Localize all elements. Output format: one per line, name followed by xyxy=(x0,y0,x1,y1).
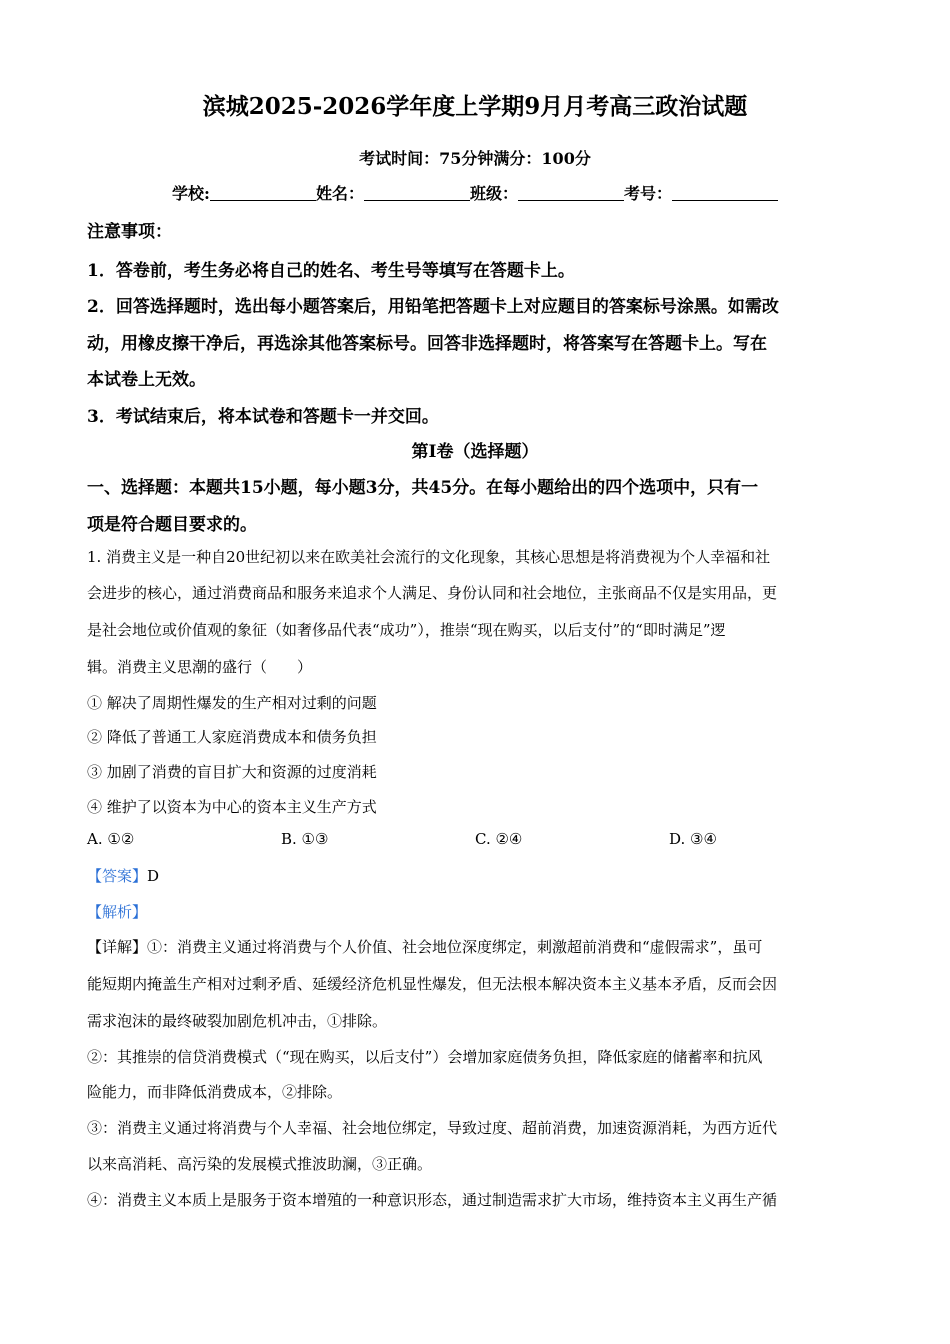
notice-line: 动，用橡皮擦干净后，再选涂其他答案标号。回答非选择题时，将答案写在答题卡上。写在 xyxy=(87,334,767,354)
question-stem: 会进步的核心，通过消费商品和服务来追求个人满足、身份认同和社会地位，主张商品不仅是实用品，更 xyxy=(87,584,778,602)
name-blank xyxy=(364,184,470,201)
answer-value: D xyxy=(147,867,160,885)
explanation-line: ②：其推崇的信贷消费模式（“现在购买，以后支付”）会增加家庭债务负担，降低家庭的储蓄率和抗风 xyxy=(87,1048,763,1066)
statement-item: ④ 维护了以资本为中心的资本主义生产方式 xyxy=(87,798,377,816)
explanation-line: 【详解】①：消费主义通过将消费与个人价值、社会地位深度绑定，刺激超前消费和“虚假需求”，虽可 xyxy=(87,938,763,956)
class-label: 班级： xyxy=(469,184,518,203)
name-label: 姓名： xyxy=(315,184,364,203)
options-row xyxy=(87,830,867,850)
explanation-line: ④：消费主义本质上是服务于资本增殖的一种意识形态，通过制造需求扩大市场，维持资本主义再生产循 xyxy=(87,1191,778,1209)
page-title: 滨城2025-2026学年度上学期9月月考高三政治试题 xyxy=(202,93,748,120)
class-blank xyxy=(518,184,624,201)
statement-item: ① 解决了周期性爆发的生产相对过剩的问题 xyxy=(87,694,377,712)
statement-item: ③ 加剧了消费的盲目扩大和资源的过度消耗 xyxy=(87,763,377,781)
part-heading: 项是符合题目要求的。 xyxy=(87,515,257,535)
option-d: D. ③④ xyxy=(669,830,717,848)
explanation-line: 需求泡沫的最终破裂加剧危机冲击，①排除。 xyxy=(87,1012,388,1030)
explanation-line: ③：消费主义通过将消费与个人幸福、社会地位绑定，导致过度、超前消费，加速资源消耗，为西方近代 xyxy=(87,1119,778,1137)
notice-line: 1．答卷前，考生务必将自己的姓名、考生号等填写在答题卡上。 xyxy=(87,261,575,281)
notice-heading: 注意事项： xyxy=(87,222,172,242)
statement-item: ② 降低了普通工人家庭消费成本和债务负担 xyxy=(87,728,377,746)
explanation-line: 险能力，而非降低消费成本，②排除。 xyxy=(87,1083,343,1101)
notice-line: 3．考试结束后，将本试卷和答题卡一并交回。 xyxy=(87,407,439,427)
section-title: 第Ⅰ卷（选择题） xyxy=(411,442,539,462)
answer-label: 【答案】 xyxy=(87,867,148,885)
analysis-label: 【解析】 xyxy=(87,903,148,921)
exam-no-blank xyxy=(672,184,778,201)
part-heading: 一、选择题：本题共15小题，每小题3分，共45分。在每小题给出的四个选项中，只有一 xyxy=(87,478,759,498)
option-a: A. ①② xyxy=(87,830,135,848)
option-c: C. ②④ xyxy=(475,830,523,848)
explanation-line: 能短期内掩盖生产相对过剩矛盾、延缓经济危机显性爆发，但无法根本解决资本主义基本矛盾，反而会因 xyxy=(87,975,778,993)
question-stem: 是社会地位或价值观的象征（如奢侈品代表“成功”），推崇“现在购买，以后支付”的“即时满足”逻 xyxy=(87,621,726,639)
exam-info: 考试时间：75分钟满分：100分 xyxy=(359,149,591,168)
school-label: 学校: xyxy=(172,184,210,203)
question-stem: 辑。消费主义思潮的盛行（ ） xyxy=(87,658,313,676)
school-blank xyxy=(210,184,316,201)
question-stem: 1. 消费主义是一种自20世纪初以来在欧美社会流行的文化现象，其核心思想是将消费视为个人幸福和社 xyxy=(87,548,771,566)
exam-no-label: 考号： xyxy=(623,184,672,203)
notice-line: 本试卷上无效。 xyxy=(87,370,206,390)
explanation-line: 以来高消耗、高污染的发展模式推波助澜，③正确。 xyxy=(87,1155,433,1173)
answer-line xyxy=(87,865,159,886)
student-info-row xyxy=(0,181,950,204)
notice-line: 2．回答选择题时，选出每小题答案后，用铅笔把答题卡上对应题目的答案标号涂黑。如需改 xyxy=(87,297,779,317)
option-b: B. ①③ xyxy=(281,830,329,848)
